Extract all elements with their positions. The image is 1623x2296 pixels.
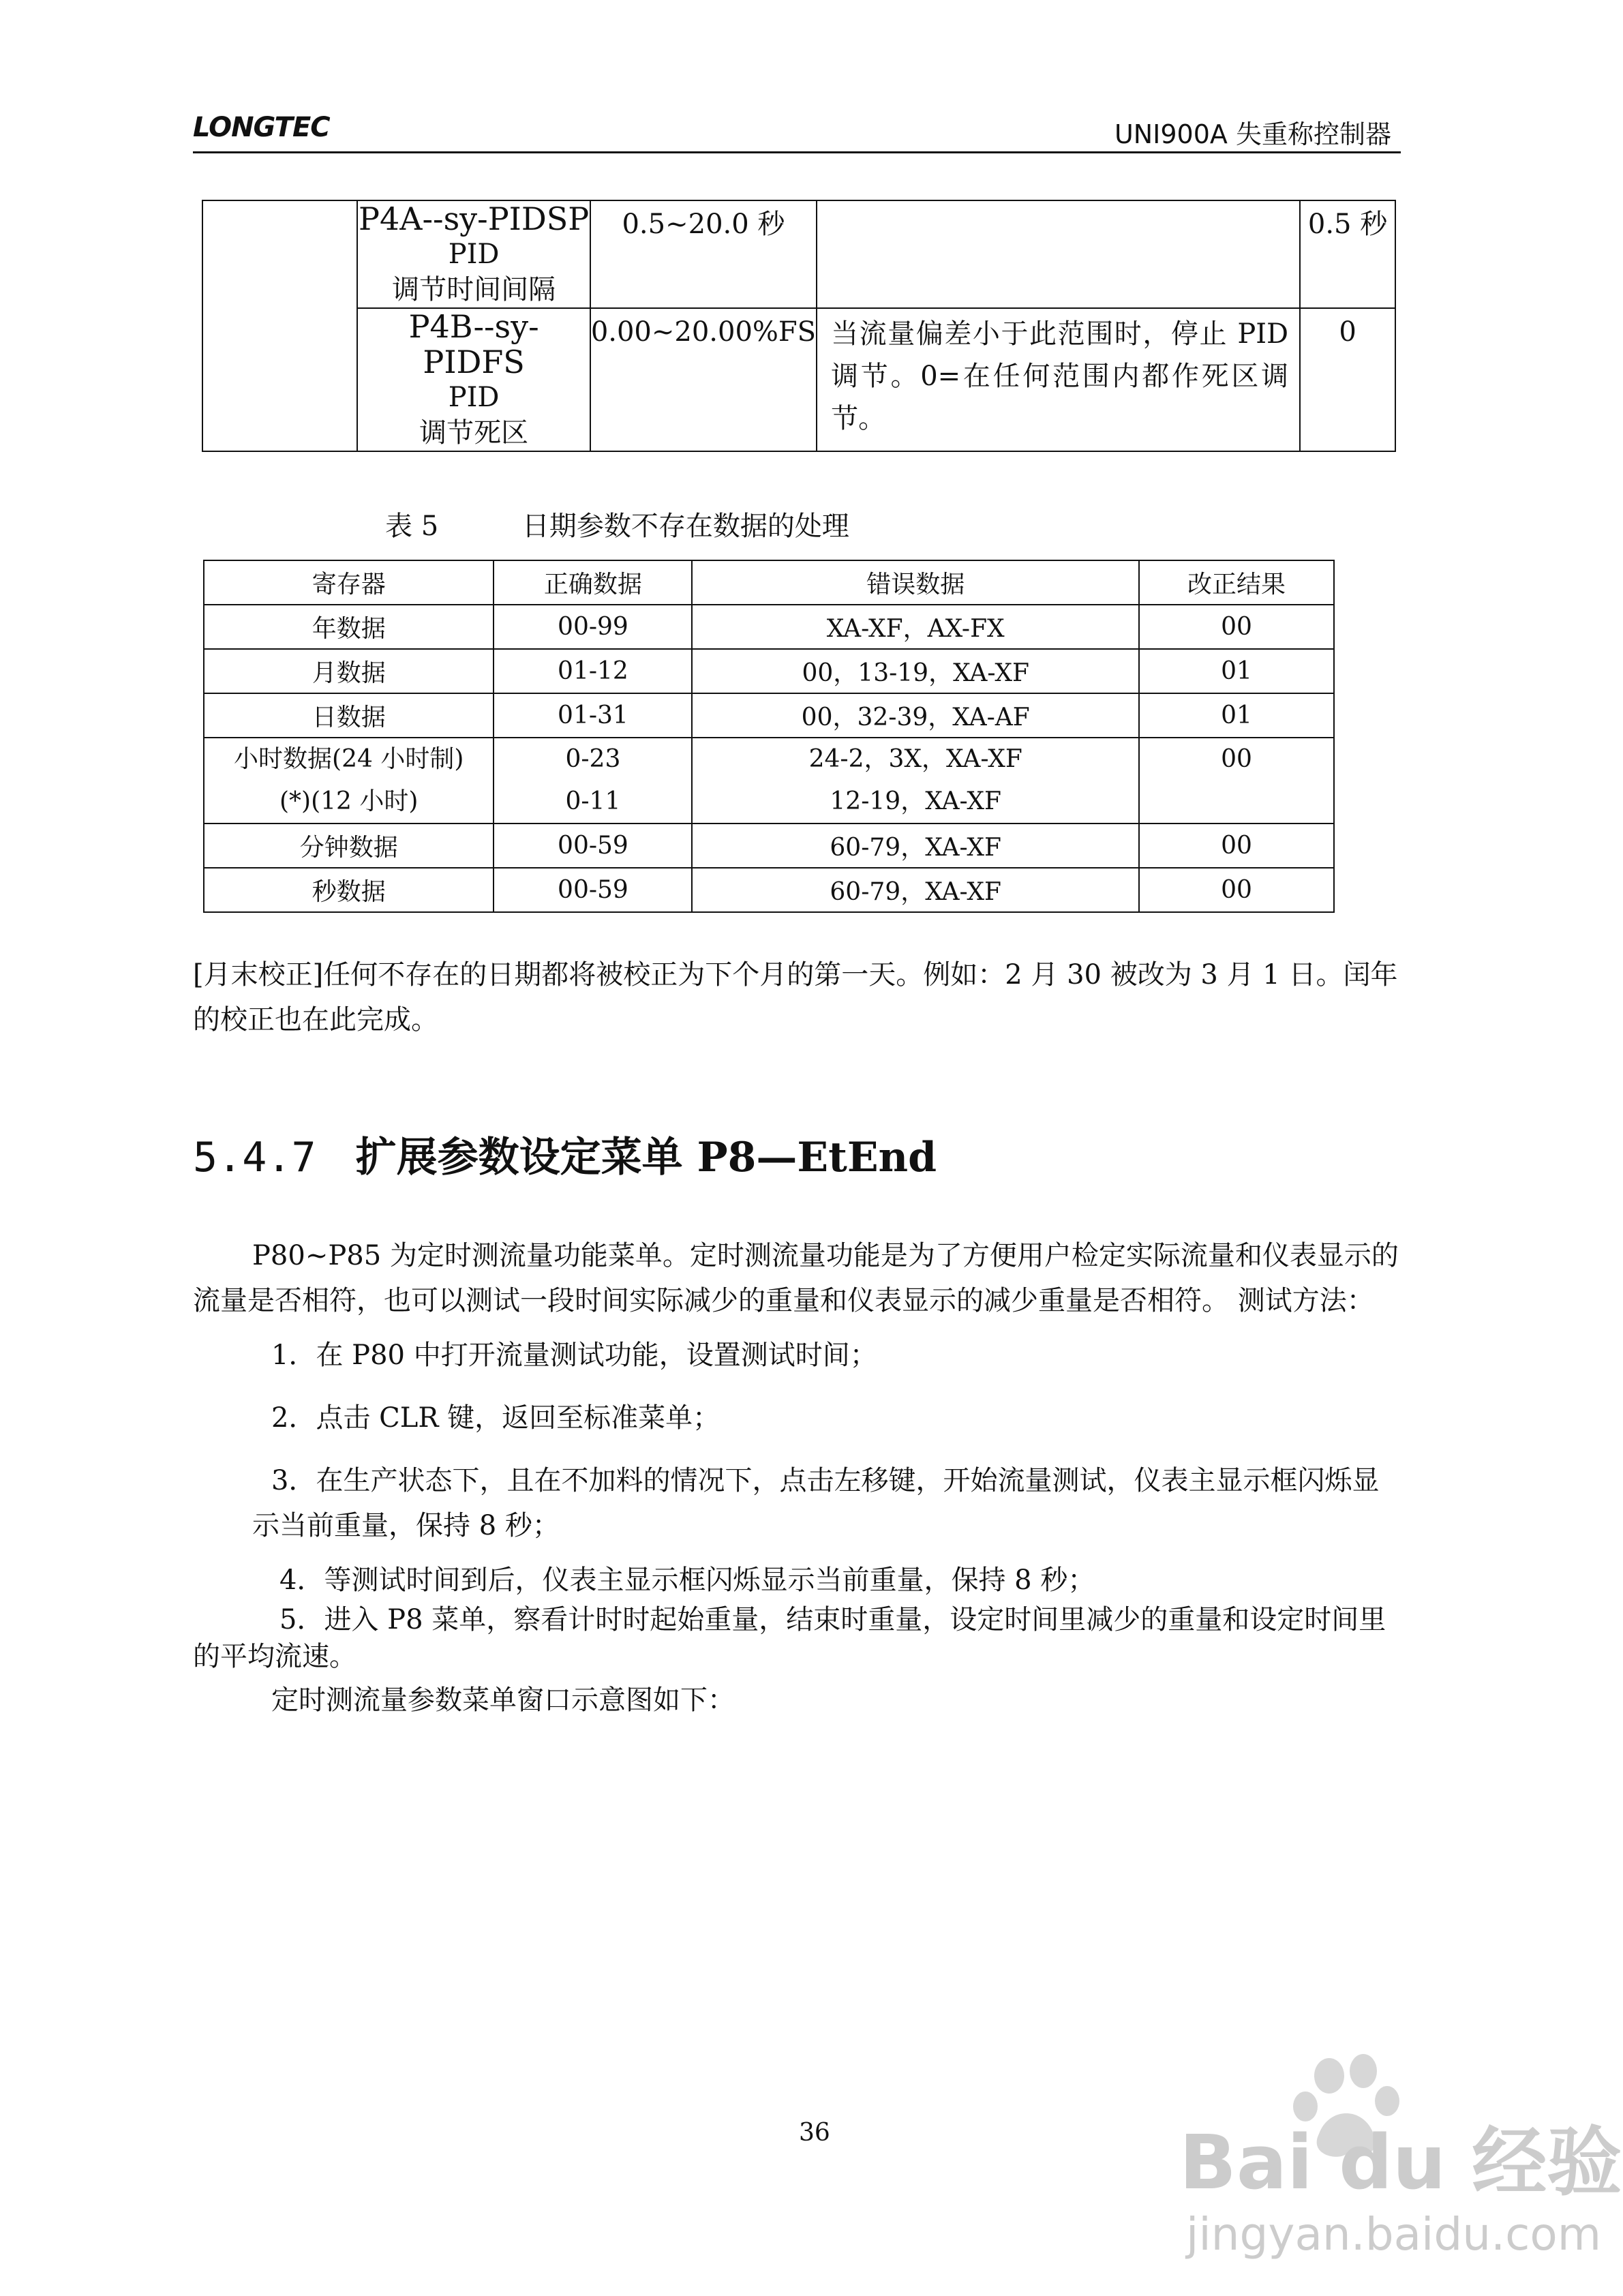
param-description: 当流量偏差小于此范围时，停止 PID 调节。0=在任何范围内都作死区调节。 — [817, 308, 1300, 451]
cell-fix: 00 — [1139, 605, 1334, 649]
section-title: 扩展参数设定菜单 P8—EtEnd — [355, 1134, 937, 1181]
step-5-line2: 的平均流速。 — [193, 1641, 357, 1672]
column-header: 错误数据 — [692, 560, 1139, 605]
cell-fix: 01 — [1139, 693, 1334, 738]
cell-register: 分钟数据 — [204, 824, 494, 868]
month-end-note-line1: [月末校正]任何不存在的日期都将被校正为下个月的第一天。例如：2 月 30 被改为 3 月 1 日。闰年 — [193, 959, 1398, 991]
cell-register: 月数据 — [204, 649, 494, 693]
cell-correct: 01-12 — [494, 649, 692, 693]
hour-register-line1: 小时数据(24 小时制) — [234, 745, 464, 773]
hour-fix: 00 — [1221, 745, 1252, 773]
step-5-line1: 5．进入 P8 菜单，察看计时时起始重量，结束时重量，设定时间里减少的重量和设定时间里 — [279, 1604, 1386, 1635]
param-description — [817, 200, 1300, 308]
cell-error: 60-79，XA-XF — [692, 868, 1139, 912]
cell-correct: 00-99 — [494, 605, 692, 649]
cell-correct: 00-59 — [494, 824, 692, 868]
closing-line: 定时测流量参数菜单窗口示意图如下： — [271, 1685, 735, 1716]
section-heading — [193, 1125, 937, 1183]
column-header: 正确数据 — [494, 560, 692, 605]
cell-correct — [494, 738, 692, 824]
cell-register: 年数据 — [204, 605, 494, 649]
step-3-line1: 3．在生产状态下，且在不加料的情况下，点击左移键，开始流量测试，仪表主显示框闪烁显 — [271, 1465, 1380, 1496]
param-row-p4a — [202, 200, 1395, 308]
step-4: 4．等测试时间到后，仪表主显示框闪烁显示当前重量，保持 8 秒； — [279, 1565, 1095, 1596]
cell-fix: 00 — [1139, 824, 1334, 868]
param-name-line1: PID — [448, 382, 500, 413]
cell-fix: 01 — [1139, 649, 1334, 693]
param-code: P4B--sy-PIDFS — [408, 308, 539, 380]
table-row — [204, 868, 1334, 912]
hour-register-line2: (*)(12 小时) — [279, 787, 419, 815]
cell-error: 60-79，XA-XF — [692, 824, 1139, 868]
param-default: 0.5 秒 — [1300, 200, 1395, 308]
hour-correct-line1: 0-23 — [565, 745, 621, 773]
cell-error: 00，13-19，XA-XF — [692, 649, 1139, 693]
baidu-watermark — [1159, 2052, 1622, 2284]
table-caption-title: 日期参数不存在数据的处理 — [521, 511, 849, 542]
param-code: P4A--sy-PIDSP — [359, 200, 590, 237]
section-number: 5.4.7 — [193, 1134, 316, 1181]
hour-error-line2: 12-19，XA-XF — [830, 787, 1002, 815]
table-row — [204, 824, 1334, 868]
hour-correct-line2: 0-11 — [565, 787, 621, 815]
cell-error: XA-XF，AX-FX — [692, 605, 1139, 649]
param-code-cell — [357, 308, 590, 451]
cell-correct: 00-59 — [494, 868, 692, 912]
param-range: 0.00~20.00%FS — [590, 308, 817, 451]
param-name-line2: 调节时间间隔 — [392, 274, 556, 305]
param-name-line1: PID — [448, 239, 500, 270]
brand-logo: LONGTEC — [193, 112, 330, 143]
hour-error-line1: 24-2，3X，XA-XF — [808, 745, 1022, 773]
param-code-cell — [357, 200, 590, 308]
cell-error: 00，32-39，XA-AF — [692, 693, 1139, 738]
table-row — [204, 693, 1334, 738]
param-table — [202, 200, 1396, 452]
param-range: 0.5~20.0 秒 — [590, 200, 817, 308]
step-3-line2: 示当前重量，保持 8 秒； — [252, 1510, 560, 1541]
table-row — [204, 605, 1334, 649]
cell-register: 秒数据 — [204, 868, 494, 912]
table-caption — [385, 504, 849, 543]
month-end-note-line2: 的校正也在此完成。 — [193, 1004, 438, 1036]
table-header-row — [204, 560, 1334, 605]
cell-correct: 01-31 — [494, 693, 692, 738]
page-number: 36 — [799, 2119, 830, 2147]
step-1: 1．在 P80 中打开流量测试功能，设置测试时间； — [271, 1340, 877, 1371]
watermark-brand: Bai du 经验 — [1179, 2119, 1622, 2206]
intro-line1: P80~P85 为定时测流量功能菜单。定时测流量功能是为了方便用户检定实际流量和仪表显示的 — [252, 1240, 1399, 1271]
column-header: 改正结果 — [1139, 560, 1334, 605]
cell-register: 日数据 — [204, 693, 494, 738]
cell-register — [204, 738, 494, 824]
table-row-hours — [204, 738, 1334, 824]
param-name-line2: 调节死区 — [419, 417, 529, 449]
param-group-cell — [202, 200, 357, 451]
step-2: 2．点击 CLR 键，返回至标准菜单； — [271, 1402, 721, 1434]
cell-error — [692, 738, 1139, 824]
document-title: UNI900A 失重称控制器 — [1114, 119, 1391, 149]
date-table — [203, 560, 1335, 913]
param-row-p4b — [202, 308, 1395, 451]
header-rule — [193, 151, 1401, 153]
intro-line2: 流量是否相符，也可以测试一段时间实际减少的重量和仪表显示的减少重量是否相符。 测试方法： — [193, 1285, 1374, 1316]
column-header: 寄存器 — [204, 560, 494, 605]
table-row — [204, 649, 1334, 693]
cell-fix — [1139, 738, 1334, 824]
watermark-url: jingyan.baidu.com — [1186, 2208, 1602, 2261]
param-default: 0 — [1300, 308, 1395, 451]
cell-fix: 00 — [1139, 868, 1334, 912]
table-caption-label: 表 5 — [385, 511, 439, 542]
